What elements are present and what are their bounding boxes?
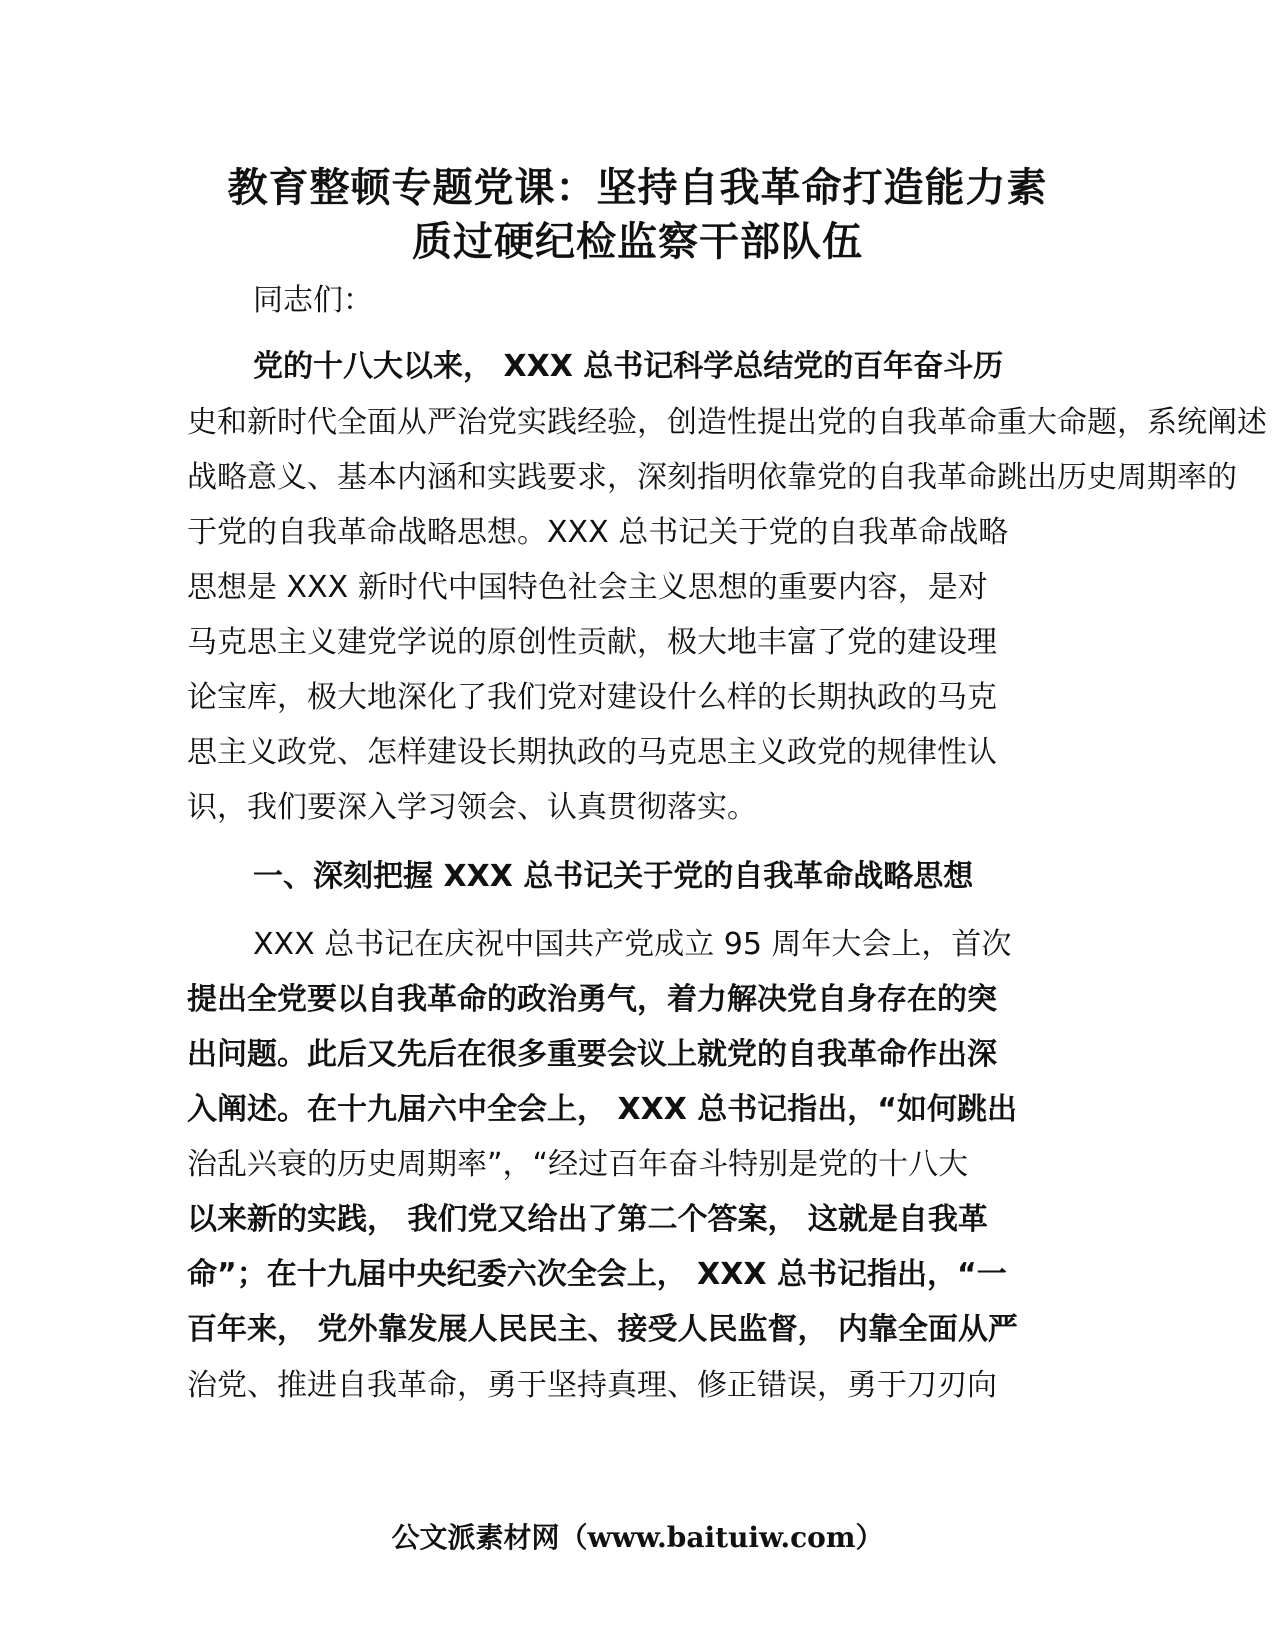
paragraph-line: XXX 总书记在庆祝中国共产党成立 95 周年大会上，首次	[253, 927, 1012, 962]
paragraph-line: 治乱兴衰的历史周期率”，“经过百年奋斗特别是党的十八大	[187, 1147, 969, 1182]
paragraph-line: 出问题。此后又先后在很多重要会议上就党的自我革命作出深	[187, 1037, 997, 1072]
paragraph-line: 以来新的实践， 我们党又给出了第二个答案， 这就是自我革	[187, 1202, 988, 1237]
paragraph-line: 马克思主义建党学说的原创性贡献，极大地丰富了党的建设理	[187, 625, 997, 660]
paragraph-line: 识，我们要深入学习领会、认真贯彻落实。	[187, 790, 757, 825]
paragraph-line: 入阐述。在十九届六中全会上， XXX 总书记指出，“如何跳出	[187, 1092, 1017, 1127]
paragraph-line: 战略意义、基本内涵和实践要求，深刻指明依靠党的自我革命跳出历史周期率的	[187, 460, 1237, 495]
footer-watermark-text: 公文派素材网（www.baituiw.com）	[391, 1521, 884, 1554]
document-title-line-2: 质过硬纪检监察干部队伍	[412, 219, 863, 265]
paragraph-line: 史和新时代全面从严治党实践经验，创造性提出党的自我革命重大命题，系统阐述	[187, 405, 1267, 440]
paragraph-line: 论宝库，极大地深化了我们党对建设什么样的长期执政的马克	[187, 680, 997, 715]
paragraph-line: 百年来， 党外靠发展人民民主、接受人民监督， 内靠全面从严	[187, 1312, 1018, 1347]
paragraph-line: 思想是 XXX 新时代中国特色社会主义思想的重要内容，是对	[187, 570, 988, 605]
document-title-line-1: 教育整顿专题党课：坚持自我革命打造能力素	[227, 165, 1048, 211]
paragraph-line: 命”；在十九届中央纪委六次全会上， XXX 总书记指出，“一	[187, 1257, 1007, 1292]
salutation: 同志们：	[253, 283, 373, 318]
paragraph-line: 提出全党要以自我革命的政治勇气，着力解决党自身存在的突	[187, 982, 997, 1017]
section-heading: 一、深刻把握 XXX 总书记关于党的自我革命战略思想	[253, 859, 974, 894]
paragraph-line: 于党的自我革命战略思想。XXX 总书记关于党的自我革命战略	[187, 515, 1009, 550]
paragraph-line: 治党、推进自我革命，勇于坚持真理、修正错误，勇于刀刃向	[187, 1368, 997, 1403]
paragraph-line: 党的十八大以来， XXX 总书记科学总结党的百年奋斗历	[253, 349, 1004, 384]
paragraph-line: 思主义政党、怎样建设长期执政的马克思主义政党的规律性认	[187, 735, 997, 770]
